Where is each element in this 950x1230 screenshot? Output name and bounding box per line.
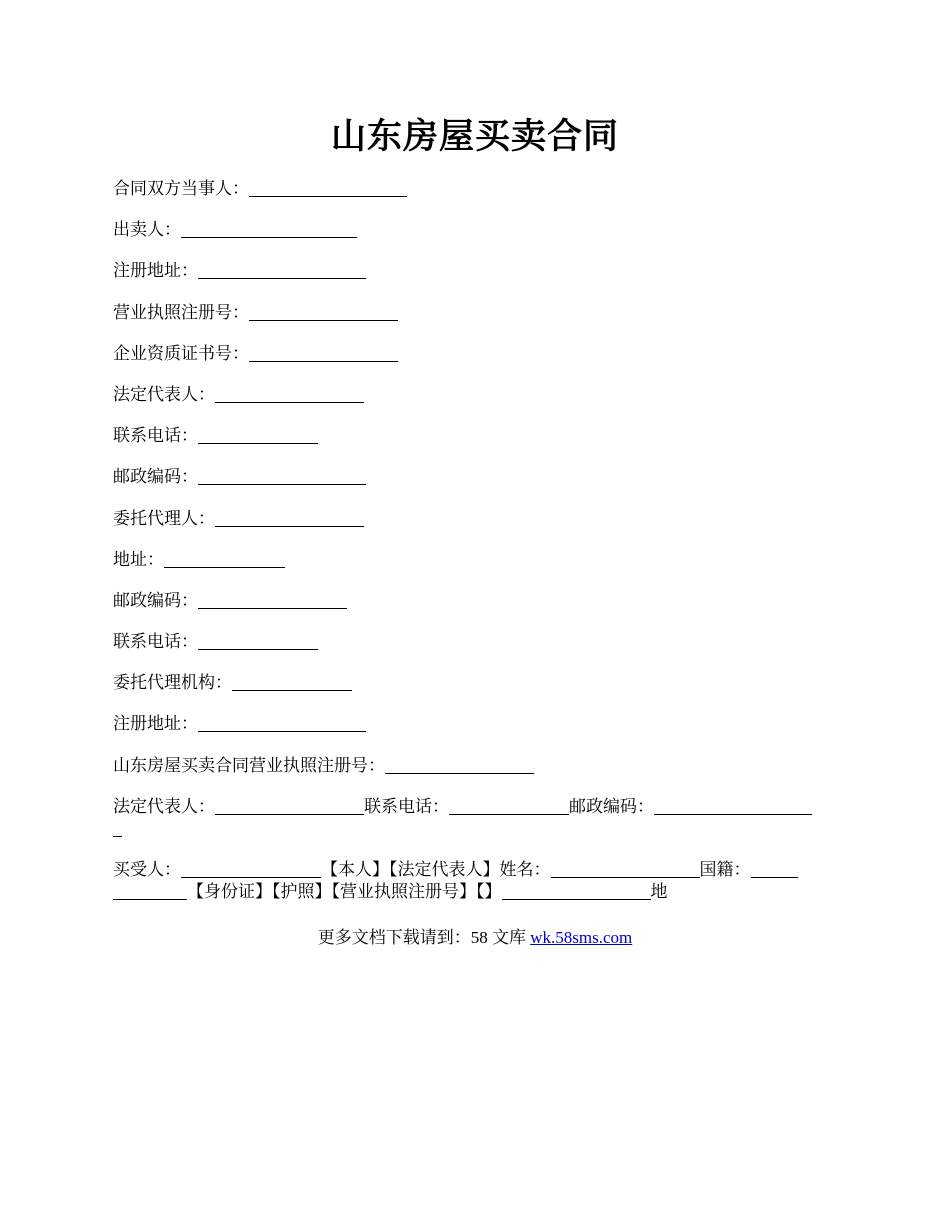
field-label: 营业执照注册号：: [113, 302, 249, 322]
footer-text: 更多文档下载请到：58 文库: [317, 928, 531, 947]
field-label: 法定代表人：: [113, 384, 215, 404]
field-postal-code-2: [113, 590, 843, 612]
field-agent-organization: [113, 672, 843, 694]
fill-blank[interactable]: [449, 798, 569, 815]
field-buyer-line: [113, 859, 843, 903]
field-label: 山东房屋买卖合同营业执照注册号：: [113, 755, 385, 775]
field-legal-representative: [113, 384, 843, 406]
field-label: 国籍：: [699, 859, 751, 879]
field-label: 注册地址：: [113, 714, 198, 734]
fill-blank[interactable]: [181, 861, 321, 878]
fill-blank[interactable]: [654, 798, 812, 815]
field-qualification-certificate: [113, 343, 843, 365]
field-label: 地: [650, 881, 668, 901]
fill-blank[interactable]: [198, 592, 347, 609]
fill-blank[interactable]: [385, 757, 534, 774]
field-seller: [113, 219, 843, 241]
fill-blank[interactable]: [249, 345, 398, 362]
fill-blank[interactable]: [113, 883, 187, 900]
fill-blank[interactable]: [164, 551, 285, 568]
field-label: 联系电话：: [113, 426, 198, 446]
field-label: 联系电话：: [364, 796, 449, 816]
field-label: 邮政编码：: [113, 590, 198, 610]
field-registered-address: [113, 260, 843, 282]
fill-blank[interactable]: [215, 386, 364, 403]
fill-blank[interactable]: [249, 180, 407, 197]
fill-blank[interactable]: [502, 883, 651, 900]
field-label: 买受人：: [113, 859, 181, 879]
fill-blank[interactable]: [751, 861, 798, 878]
field-label: 出卖人：: [113, 220, 181, 240]
field-label: 委托代理人：: [113, 508, 215, 528]
field-business-license: [113, 302, 843, 324]
fill-blank[interactable]: [198, 427, 318, 444]
option-business-license[interactable]: 【营业执照注册号】: [331, 881, 476, 901]
option-self[interactable]: 【本人】: [321, 859, 389, 879]
document-title: 山东房屋买卖合同: [330, 117, 619, 156]
fill-blank[interactable]: [551, 861, 700, 878]
field-address: [113, 549, 843, 571]
fill-blank[interactable]: [198, 633, 318, 650]
fill-blank[interactable]: [198, 262, 366, 279]
footer-download-note: [0, 926, 950, 950]
contract-fields: [113, 178, 843, 922]
field-label: 注册地址：: [113, 261, 198, 281]
field-label: 邮政编码：: [113, 467, 198, 487]
field-legal-rep-contact-line: [113, 796, 843, 840]
field-postal-code: [113, 466, 843, 488]
fill-blank[interactable]: [181, 221, 357, 238]
field-contact-phone-2: [113, 631, 843, 653]
field-registered-address-2: [113, 713, 843, 735]
field-label: 委托代理机构：: [113, 673, 232, 693]
field-contract-license-number: [113, 755, 843, 777]
field-label: 法定代表人：: [113, 796, 215, 816]
field-contact-phone: [113, 425, 843, 447]
field-label: 合同双方当事人：: [113, 179, 249, 198]
fill-blank[interactable]: [113, 820, 122, 837]
fill-blank[interactable]: [249, 304, 398, 321]
field-label: 地址：: [113, 549, 164, 569]
option-legal-representative[interactable]: 【法定代表人】: [389, 859, 500, 879]
field-label: 联系电话：: [113, 632, 198, 652]
field-label: 邮政编码：: [569, 796, 654, 816]
fill-blank[interactable]: [232, 674, 352, 691]
field-parties: [113, 178, 843, 200]
field-label: 企业资质证书号：: [113, 343, 249, 363]
option-passport[interactable]: 【护照】: [272, 881, 332, 901]
fill-blank[interactable]: [215, 798, 364, 815]
field-authorized-agent: [113, 508, 843, 530]
fill-blank[interactable]: [215, 510, 364, 527]
fill-blank[interactable]: [198, 715, 366, 732]
field-label: 姓名：: [499, 859, 551, 879]
footer-link[interactable]: wk.58sms.com: [530, 928, 633, 947]
option-other[interactable]: 【】: [476, 881, 502, 901]
option-id-card[interactable]: 【身份证】: [187, 881, 272, 901]
fill-blank[interactable]: [198, 468, 366, 485]
